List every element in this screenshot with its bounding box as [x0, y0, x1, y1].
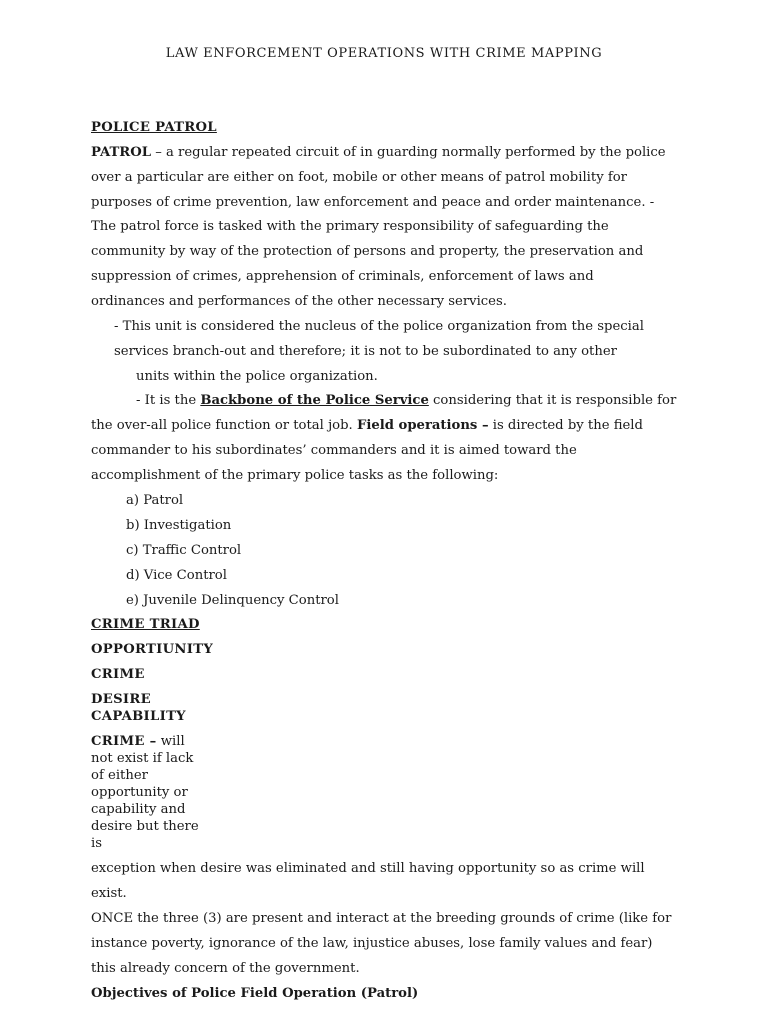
paragraph-line: community by way of the protection of persons and property, the preservation and	[91, 244, 644, 259]
crime-note-line: desire but there	[91, 819, 199, 834]
triad-opportunity: OPPORTIUNITY	[91, 642, 214, 657]
paragraph-line: over a particular are either on foot, mobile or other means of patrol mobility for	[91, 170, 627, 185]
paragraph-text: – a regular repeated circuit of in guarding normally performed by the police	[155, 145, 666, 160]
paragraph-line: units within the police organization.	[136, 369, 378, 384]
crime-note-line: is	[91, 836, 102, 851]
backbone-phrase: Backbone of the Police Service	[200, 393, 429, 408]
crime-note-line: not exist if lack	[91, 751, 194, 766]
section-heading-objectives: Objectives of Police Field Operation (Patrol)	[91, 986, 419, 1001]
paragraph-line: commander to his subordinates’ commanders and it is aimed toward the	[91, 443, 577, 458]
paragraph-text: is directed by the field	[492, 418, 643, 433]
paragraph-line: - This unit is considered the nucleus of the police organization from the special	[114, 319, 644, 334]
task-list-item: e) Juvenile Delinquency Control	[126, 593, 339, 608]
paragraph-line: instance poverty, ignorance of the law, injustice abuses, lose family values and fear)	[91, 936, 653, 951]
paragraph-line: ordinances and performances of the other necessary services.	[91, 294, 507, 309]
paragraph-line: accomplishment of the primary police tasks as the following:	[91, 468, 499, 483]
paragraph-line: suppression of crimes, apprehension of criminals, enforcement of laws and	[91, 269, 594, 284]
paragraph-line: purposes of crime prevention, law enforcement and peace and order maintenance. -	[91, 195, 655, 210]
paragraph-line: services branch-out and therefore; it is not to be subordinated to any other	[114, 344, 617, 359]
paragraph-line: this already concern of the government.	[91, 961, 360, 976]
triad-desire: DESIRE	[91, 692, 151, 707]
crime-note-line: opportunity or	[91, 785, 188, 800]
task-list-item: b) Investigation	[126, 518, 232, 533]
crime-note-line: capability and	[91, 802, 186, 817]
crime-note-line	[91, 733, 185, 750]
crime-note-line: of either	[91, 768, 148, 783]
task-list-item: d) Vice Control	[126, 568, 227, 583]
paragraph-line: exception when desire was eliminated and still having opportunity so as crime will	[91, 861, 645, 876]
paragraph-line: exist.	[91, 886, 127, 901]
paragraph-line	[91, 144, 666, 161]
patrol-term: PATROL	[91, 145, 151, 160]
paragraph-line: The patrol force is tasked with the primary responsibility of safeguarding the	[91, 219, 609, 234]
crime-note-term: CRIME –	[91, 734, 157, 749]
paragraph-line	[91, 417, 643, 434]
paragraph-text: considering that it is responsible for	[433, 393, 677, 408]
section-heading-police-patrol: POLICE PATROL	[91, 120, 217, 135]
crime-note-text: will	[160, 734, 185, 749]
paragraph-text: the over-all police function or total job.	[91, 418, 353, 433]
paragraph-line	[136, 392, 676, 409]
task-list-item: a) Patrol	[126, 493, 184, 508]
paragraph-line: ONCE the three (3) are present and interact at the breeding grounds of crime (like for	[91, 911, 672, 926]
section-heading-crime-triad: CRIME TRIAD	[91, 617, 200, 632]
triad-capability: CAPABILITY	[91, 709, 186, 724]
document-title: LAW ENFORCEMENT OPERATIONS WITH CRIME MAPPING	[165, 46, 603, 61]
triad-crime: CRIME	[91, 667, 145, 682]
task-list-item: c) Traffic Control	[126, 543, 242, 558]
paragraph-text: - It is the	[136, 393, 197, 408]
field-operations-term: Field operations –	[356, 418, 489, 433]
